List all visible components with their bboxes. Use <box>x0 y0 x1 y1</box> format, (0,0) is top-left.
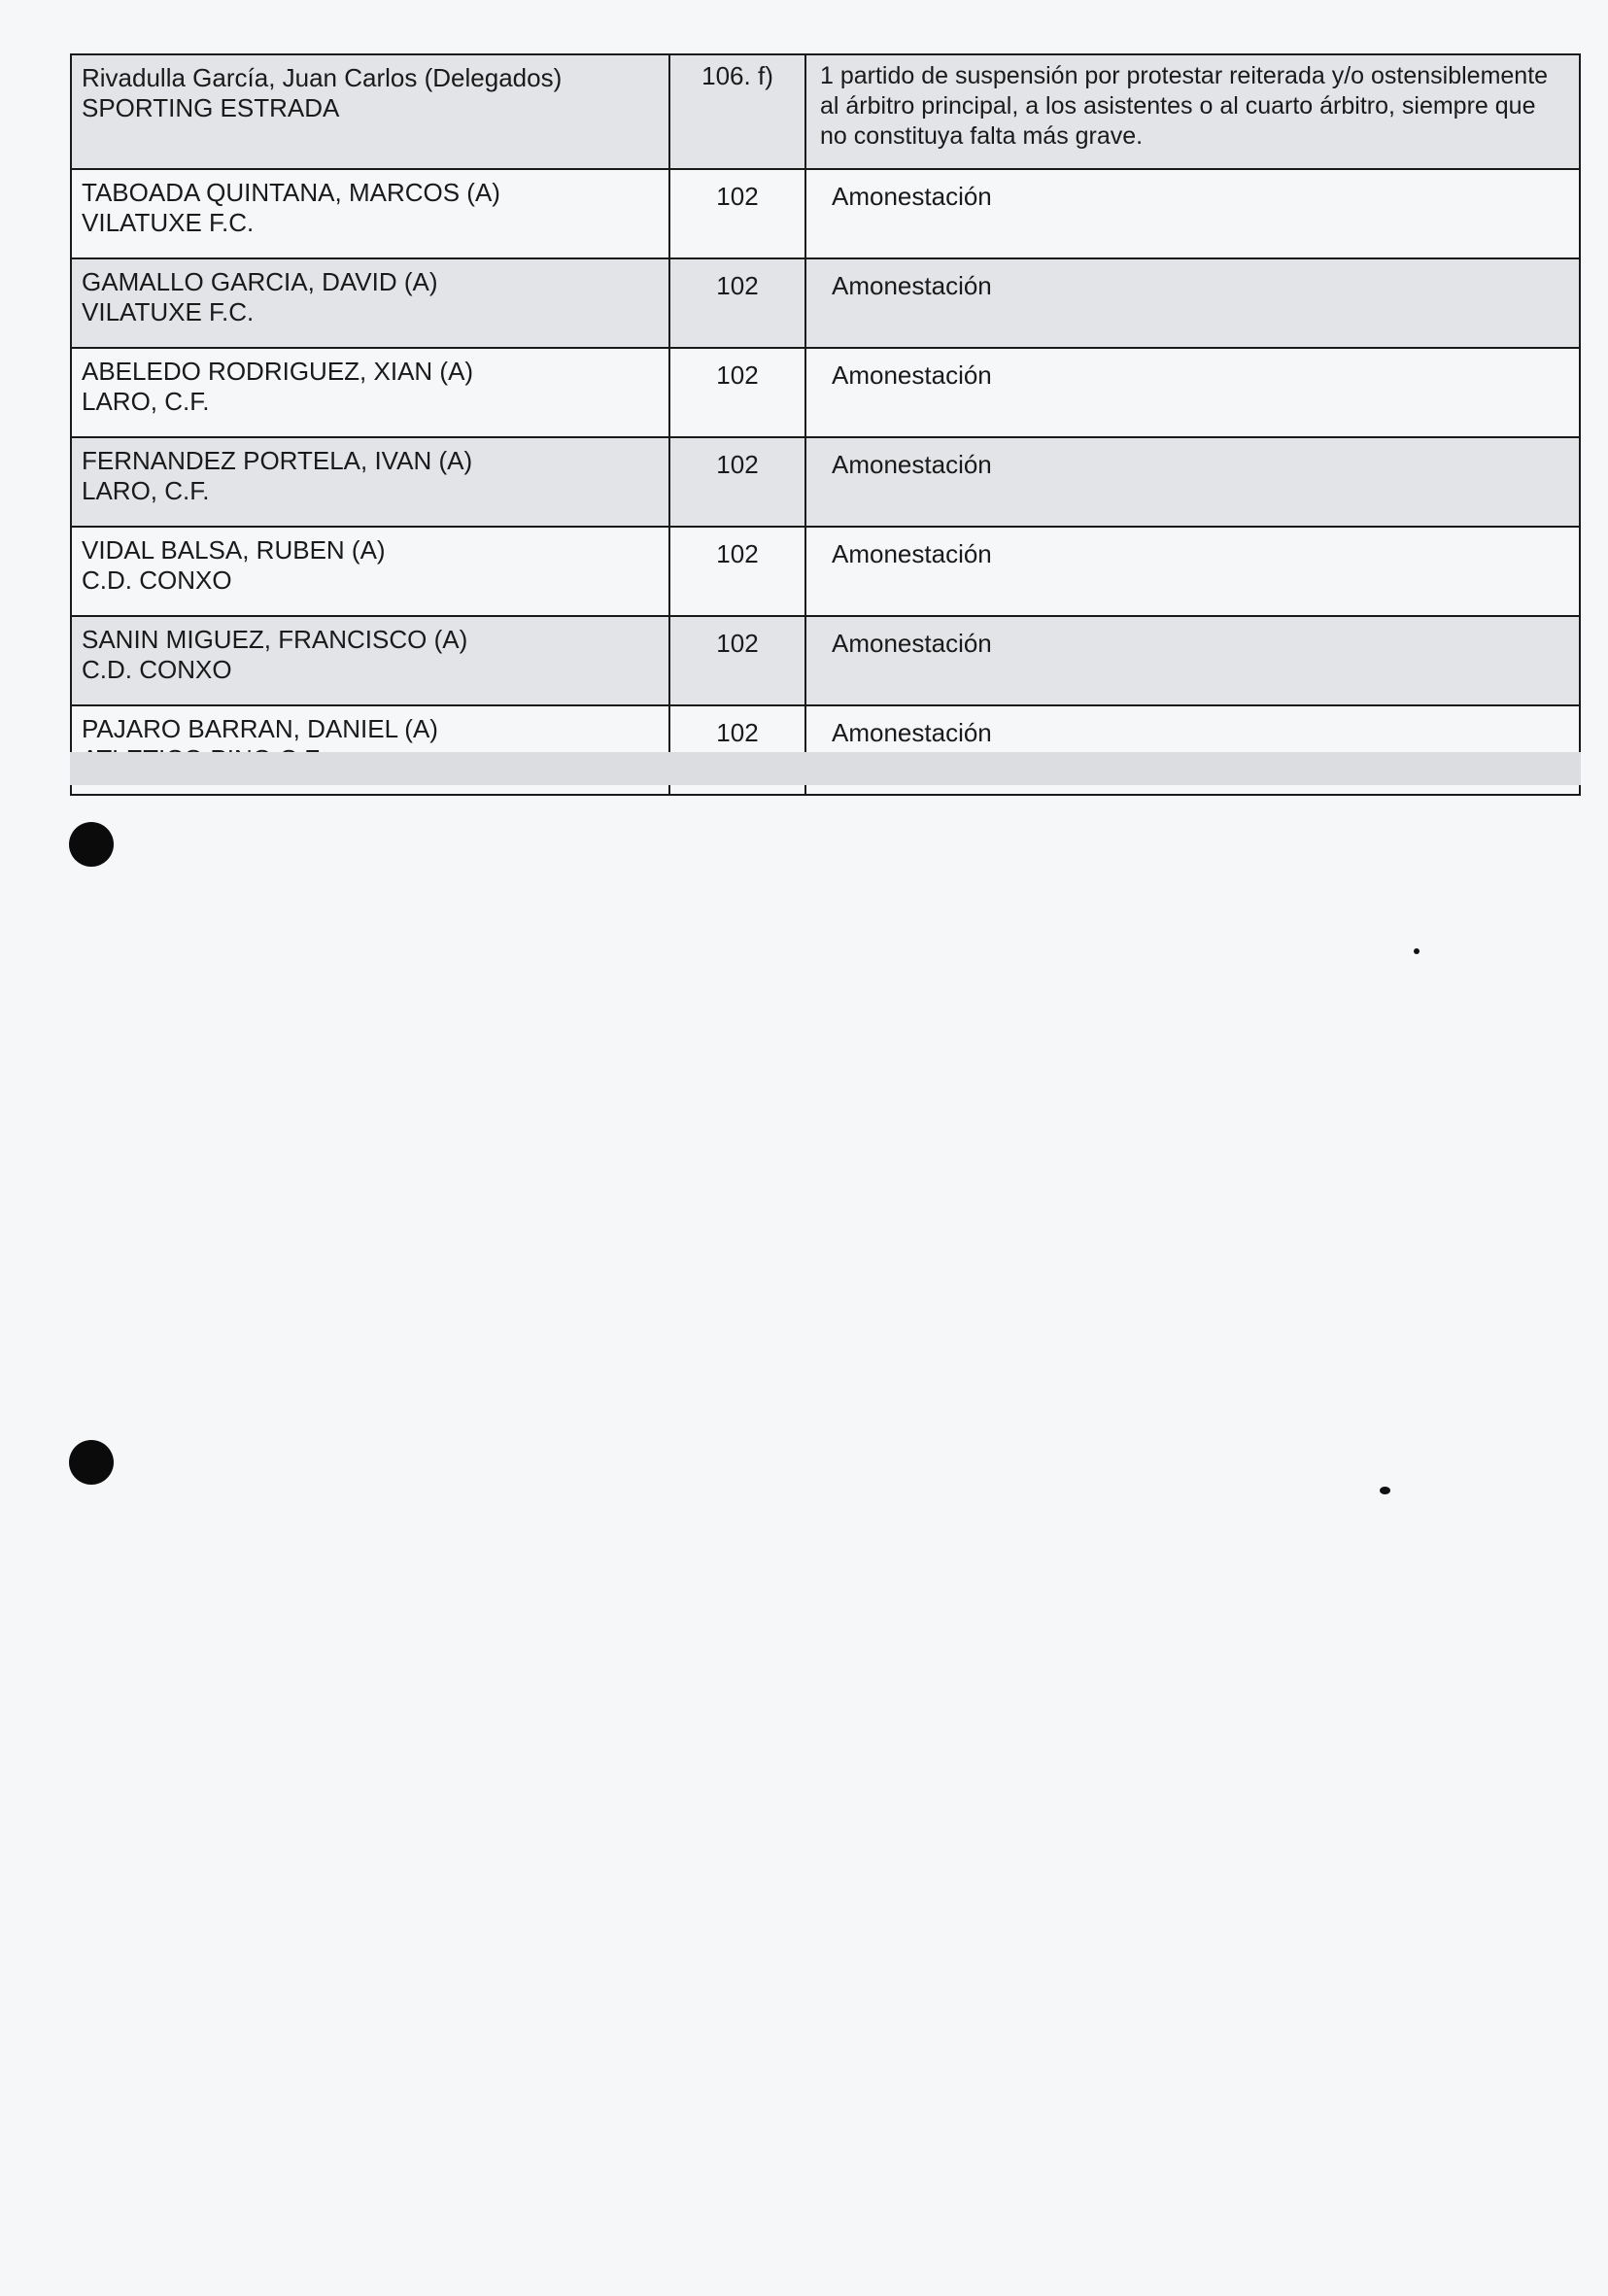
punch-hole-top <box>69 822 114 867</box>
table-row <box>71 258 1580 348</box>
club-name: LARO, C.F. <box>82 476 210 505</box>
scan-speck <box>1380 1487 1390 1494</box>
player-cell <box>71 54 669 169</box>
article-cell: 102 <box>669 527 805 616</box>
player-cell <box>71 348 669 437</box>
club-name: C.D. CONXO <box>82 655 232 684</box>
article-cell: 106. f) <box>669 54 805 169</box>
club-name: C.D. CONXO <box>82 565 232 595</box>
article-cell: 102 <box>669 705 805 795</box>
player-cell <box>71 169 669 258</box>
sanction-cell: Amonestación <box>805 616 1580 705</box>
table-footer-band <box>70 752 1581 785</box>
player-cell <box>71 258 669 348</box>
player-name: Rivadulla García, Juan Carlos (Delegados) <box>82 63 563 92</box>
table-row <box>71 54 1580 169</box>
club-name: VILATUXE F.C. <box>82 208 255 237</box>
player-name: GAMALLO GARCIA, DAVID (A) <box>82 267 438 296</box>
table-row <box>71 616 1580 705</box>
scan-speck <box>1414 948 1420 954</box>
article-cell: 102 <box>669 348 805 437</box>
player-cell <box>71 527 669 616</box>
article-cell: 102 <box>669 616 805 705</box>
player-name: PAJARO BARRAN, DANIEL (A) <box>82 714 438 743</box>
article-cell: 102 <box>669 169 805 258</box>
sanction-cell: Amonestación <box>805 258 1580 348</box>
sanction-cell: Amonestación <box>805 169 1580 258</box>
punch-hole-bottom <box>69 1440 114 1485</box>
sanction-cell: 1 partido de suspensión por protestar reiterada y/o ostensiblemente al árbitro principal, a los asistentes o al cuarto árbitro, siempre que no constituya falta más grave. <box>805 54 1580 169</box>
sanction-cell: Amonestación <box>805 348 1580 437</box>
club-name: SPORTING ESTRADA <box>82 93 340 122</box>
table-row <box>71 527 1580 616</box>
player-name: ABELEDO RODRIGUEZ, XIAN (A) <box>82 357 474 386</box>
player-name: VIDAL BALSA, RUBEN (A) <box>82 535 386 565</box>
sanctions-table <box>70 53 1581 796</box>
table-row <box>71 348 1580 437</box>
table-row <box>71 437 1580 527</box>
sanction-cell: Amonestación <box>805 437 1580 527</box>
table-row <box>71 169 1580 258</box>
player-name: SANIN MIGUEZ, FRANCISCO (A) <box>82 625 468 654</box>
player-cell <box>71 437 669 527</box>
sanction-cell: Amonestación <box>805 705 1580 795</box>
player-name: TABOADA QUINTANA, MARCOS (A) <box>82 178 500 207</box>
player-cell <box>71 616 669 705</box>
article-cell: 102 <box>669 258 805 348</box>
player-name: FERNANDEZ PORTELA, IVAN (A) <box>82 446 473 475</box>
sanction-cell: Amonestación <box>805 527 1580 616</box>
club-name: LARO, C.F. <box>82 387 210 416</box>
article-cell: 102 <box>669 437 805 527</box>
club-name: VILATUXE F.C. <box>82 297 255 326</box>
